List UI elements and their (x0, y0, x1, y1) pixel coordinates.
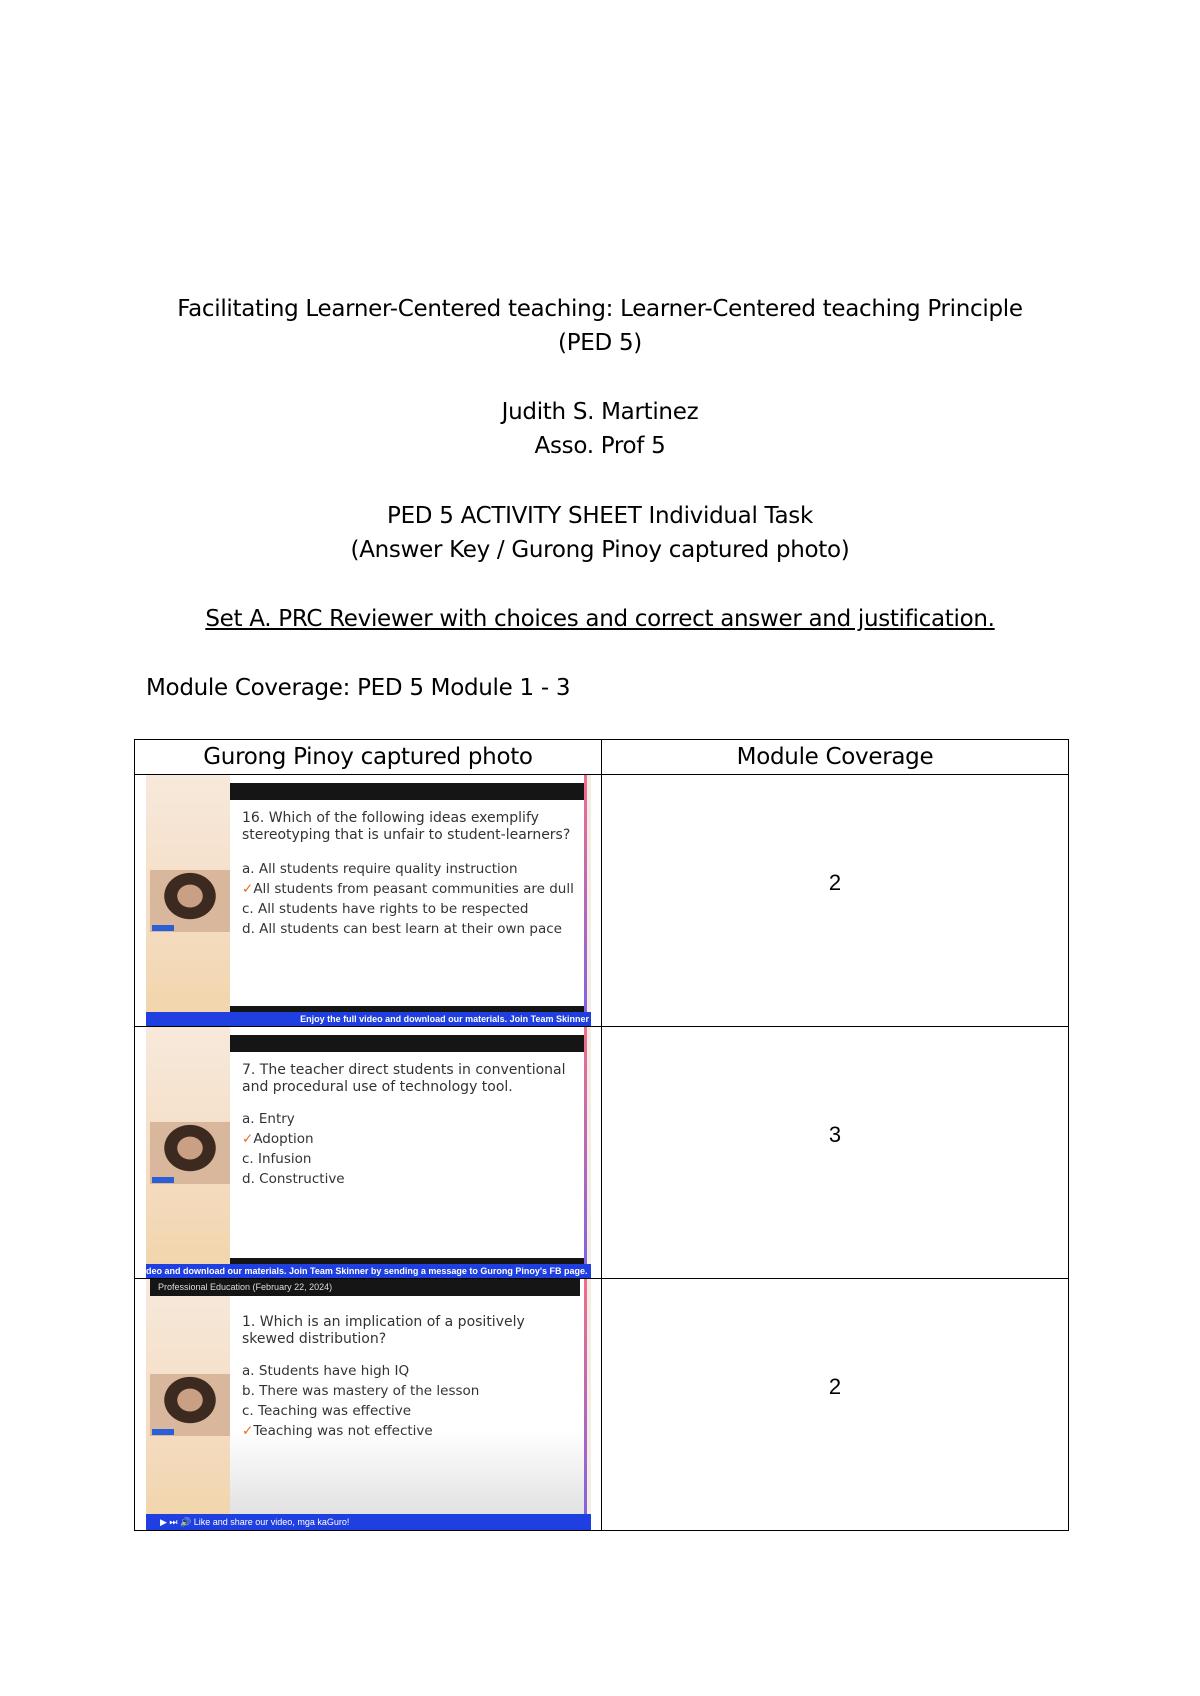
video-edge (584, 775, 587, 1026)
presenter-label (152, 1429, 174, 1435)
option-b: ✓Adoption (242, 1131, 314, 1147)
module-coverage-line: Module Coverage: PED 5 Module 1 - 3 (146, 675, 571, 701)
video-edge (584, 1279, 587, 1530)
question-text: 16. Which of the following ideas exemplify stereotyping that is unfair to student-learners? (242, 810, 571, 843)
module-number: 2 (828, 1374, 842, 1399)
option-a: a. Students have high IQ (242, 1363, 410, 1379)
options-list (242, 1109, 572, 1189)
option-c: c. Teaching was effective (242, 1403, 412, 1419)
presenter-avatar (150, 1374, 230, 1436)
table-row (135, 775, 1069, 1027)
column-header-photo: Gurong Pinoy captured photo (135, 740, 602, 775)
captured-photo (146, 775, 591, 1026)
question-text: 7. The teacher direct students in conventional and procedural use of technology tool. (242, 1062, 566, 1095)
document-title: Facilitating Learner-Centered teaching: Learner-Centered teaching Principle (177, 296, 1023, 322)
captured-photo-cell (135, 1027, 602, 1279)
presenter-avatar (150, 1122, 230, 1184)
set-title: Set A. PRC Reviewer with choices and correct answer and justification. (205, 606, 995, 632)
slide-topbar (230, 1035, 585, 1052)
captured-photo-cell (135, 1279, 602, 1531)
video-ticker: Enjoy the full video and download our materials. Join Team Skinner (146, 1012, 591, 1026)
column-header-module: Module Coverage (602, 740, 1069, 775)
video-ticker: deo and download our materials. Join Team Skinner by sending a message to Gurong Pinoy's FB page. (146, 1264, 591, 1278)
option-a: a. All students require quality instruction (242, 861, 518, 877)
module-number: 3 (828, 1122, 842, 1147)
table-row (135, 1279, 1069, 1531)
checkmark-icon: ✓ (242, 1423, 254, 1439)
table-header-row (135, 740, 1069, 775)
author-name: Judith S. Martinez (501, 399, 699, 425)
video-player-controls[interactable] (146, 1514, 591, 1530)
document-subtitle: (PED 5) (558, 330, 642, 356)
activity-title: PED 5 ACTIVITY SHEET Individual Task (387, 503, 813, 529)
captured-photo-cell (135, 775, 602, 1027)
module-coverage-cell (602, 775, 1069, 1027)
option-d: ✓Teaching was not effective (242, 1423, 433, 1439)
captured-photo (146, 1279, 591, 1530)
video-edge (584, 1027, 587, 1278)
option-a: a. Entry (242, 1111, 295, 1127)
presenter-label (152, 925, 174, 931)
checkmark-icon: ✓ (242, 1131, 254, 1147)
checkmark-icon: ✓ (242, 881, 254, 897)
module-coverage-cell (602, 1027, 1069, 1279)
option-b: b. There was mastery of the lesson (242, 1383, 480, 1399)
slide-topbar (230, 783, 585, 800)
author-position: Asso. Prof 5 (534, 433, 666, 459)
play-icon[interactable]: ▶ ⏭ 🔊 (160, 1517, 192, 1527)
question-text: 1. Which is an implication of a positively skewed distribution? (242, 1314, 525, 1347)
option-d: d. Constructive (242, 1171, 345, 1187)
answer-key-table (134, 739, 1069, 1531)
captured-photo (146, 1027, 591, 1278)
video-title-bar: Professional Education (February 22, 2024) (150, 1279, 580, 1296)
activity-subtitle: (Answer Key / Gurong Pinoy captured photo) (350, 537, 850, 563)
presenter-label (152, 1177, 174, 1183)
module-number: 2 (828, 870, 842, 895)
option-d: d. All students can best learn at their own pace (242, 921, 562, 937)
options-list (242, 859, 572, 939)
options-list (242, 1361, 572, 1441)
option-c: c. Infusion (242, 1151, 312, 1167)
module-coverage-cell (602, 1279, 1069, 1531)
table-row (135, 1027, 1069, 1279)
presenter-avatar (150, 870, 230, 932)
option-b: ✓All students from peasant communities are dull (242, 881, 574, 897)
player-caption: Like and share our video, mga kaGuro! (193, 1517, 350, 1527)
option-c: c. All students have rights to be respected (242, 901, 529, 917)
